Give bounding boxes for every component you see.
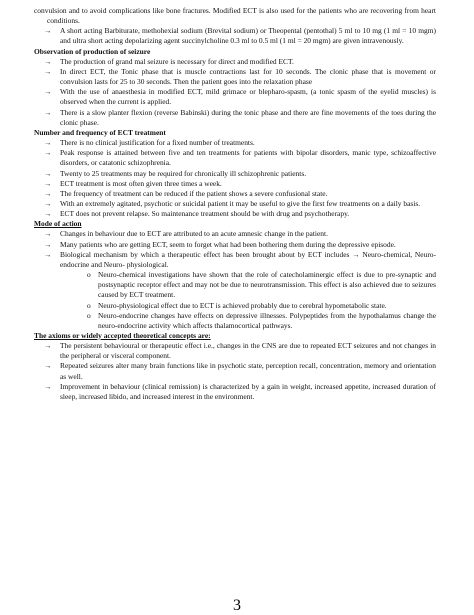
- list-item: [44, 341, 436, 361]
- bullet-list: [34, 341, 436, 402]
- list-item: [44, 239, 436, 250]
- list-item-text: There is a slow planter flexion (reverse Babinski) during the tonic phase and there are fine movements of the toes during the clonic phase.: [60, 107, 436, 127]
- arrow-bullet-icon: →: [44, 239, 52, 249]
- sub-list-item: [87, 310, 436, 331]
- list-item-text: Many patients who are getting ECT, seem to forget what had been bothering them during the depressive episode.: [60, 239, 396, 249]
- arrow-bullet-icon: →: [44, 209, 52, 219]
- list-item-text: With an extremely agitated, psychotic or suicidal patient it may be useful to give the first few treatments on a daily basis.: [60, 198, 421, 208]
- arrow-bullet-icon: →: [44, 188, 52, 198]
- list-item: [44, 138, 436, 148]
- arrow-bullet-icon: →: [44, 168, 52, 178]
- sub-list-item: [87, 300, 436, 311]
- list-item-text: A short acting Barbiturate, methohexial sodium (Brevital sodium) or Theopental (pentothal) 5 ml to 10 mg (1 ml = 10 mgm) and ultra short acting depolarizing agent succinylcholine 0.3 ml to 0.5 ml (1 ml = 20 mgm) are given intravenously.: [60, 26, 436, 46]
- list-item-text: Peak response is attained between five and ten treatments for patients with bipolar disorders, manic type, schizoaffective disorders, or catatonic schizophrenia.: [60, 148, 436, 168]
- list-item: [44, 178, 436, 189]
- list-item: [44, 361, 436, 381]
- section: [34, 331, 436, 402]
- list-item: [44, 209, 436, 219]
- section-heading: Number and frequency of ECT treatment: [34, 127, 166, 137]
- arrow-bullet-icon: →: [44, 87, 52, 97]
- list-item-text: The frequency of treatment can be reduced if the patient shows a severe confusional state.: [60, 188, 328, 198]
- list-item-text: Repeated seizures alter many brain functions like in psychotic state, perception recall, concentration, memory and orientation as well.: [60, 361, 436, 381]
- list-item-text: Changes in behaviour due to ECT are attributed to an acute amnesic change in the patient.: [60, 229, 328, 239]
- arrow-bullet-icon: →: [44, 138, 52, 148]
- arrow-bullet-icon: →: [44, 56, 52, 66]
- list-item: [44, 107, 436, 128]
- list-item: [44, 249, 436, 331]
- arrow-bullet-icon: →: [44, 381, 52, 391]
- section-heading: Observation of production of seizure: [34, 46, 151, 56]
- bullet-list: [34, 57, 436, 128]
- sub-bullet-list: [60, 270, 436, 331]
- list-item-text: There is no clinical justification for a fixed number of treatments.: [60, 138, 255, 148]
- arrow-bullet-icon: →: [44, 148, 52, 158]
- arrow-bullet-icon: →: [44, 249, 52, 259]
- arrow-bullet-icon: →: [44, 229, 52, 239]
- section: [34, 128, 436, 219]
- arrow-bullet-icon: →: [44, 66, 52, 76]
- sections-container: [34, 26, 436, 402]
- bullet-list: [34, 26, 436, 46]
- list-item: [44, 66, 436, 87]
- intro-paragraph: convulsion and to avoid complications like bone fractures. Modified ECT is also used for the patients who are recovering from heart conditions.: [34, 6, 436, 26]
- list-item: [44, 87, 436, 107]
- list-item: [44, 56, 436, 67]
- section-heading: Mode of action: [34, 219, 82, 229]
- section: [34, 47, 436, 128]
- arrow-bullet-icon: →: [44, 178, 52, 188]
- circle-bullet-icon: o: [87, 310, 91, 320]
- arrow-bullet-icon: →: [44, 361, 52, 371]
- list-item: [44, 148, 436, 168]
- list-item: [44, 188, 436, 199]
- list-item-text: ECT does not prevent relapse. So maintenance treatment should be with drug and psychotherapy.: [60, 209, 350, 219]
- list-item-text: The production of grand mal seizure is necessary for direct and modified ECT.: [60, 56, 294, 66]
- bullet-list: [34, 229, 436, 331]
- arrow-bullet-icon: →: [44, 26, 52, 36]
- list-item-text: With the use of anaesthesia in modified ECT, mild grimace or blepharo-spasm, (a tonic spasm of the eyelid muscles) is observed when the current is applied.: [60, 87, 436, 107]
- arrow-bullet-icon: →: [44, 198, 52, 208]
- arrow-bullet-icon: →: [44, 341, 52, 351]
- list-item-text: In direct ECT, the Tonic phase that is muscle contractions last for 10 seconds. The clonic phase that is movement or convulsion lasts for 25 to 30 seconds. Then the patient goes into the relaxation phase: [60, 66, 436, 87]
- bullet-list: [34, 138, 436, 219]
- sub-list-item: [87, 270, 436, 300]
- sub-list-item-text: Neuro-chemical investigations have shown that the role of catecholaminergic effect is due to pre-synaptic and postsynaptic receptor effect and may not be due to neurotransmission. This effect is also achieved due to seizures caused by ECT treatment.: [98, 270, 436, 300]
- page-number: 3: [233, 597, 241, 614]
- arrow-bullet-icon: →: [44, 107, 52, 117]
- list-item: [44, 26, 436, 46]
- circle-bullet-icon: o: [87, 270, 91, 280]
- list-item-text: Biological mechanism by which a therapeutic effect has been brought about by ECT includes → Neuro-chemical, Neuro-endocrine and Neuro- physiological.: [60, 249, 436, 269]
- section: [34, 26, 436, 46]
- list-item: [44, 168, 436, 179]
- list-item: [44, 198, 436, 209]
- list-item-text: Twenty to 25 treatments may be required for chronically ill schizophrenic patients.: [60, 168, 307, 178]
- list-item: [44, 381, 436, 402]
- section: [34, 219, 436, 331]
- sub-list-item-text: Neuro-endocrine changes have effects on depressive illnesses. Polypeptides from the hypothalamus change the neuro-endocrine activity which affects thalamocortical pathways.: [98, 310, 436, 330]
- sub-list-item-text: Neuro-physiological effect due to ECT is achieved probably due to cerebral hypometabolic state.: [98, 300, 387, 310]
- list-item: [44, 229, 436, 239]
- list-item-text: The persistent behavioural or therapeutic effect i.e., changes in the CNS are due to repeated ECT seizures and not changes in the peripheral or visceral component.: [60, 341, 436, 361]
- circle-bullet-icon: o: [87, 300, 91, 310]
- section-heading: The axioms or widely accepted theoretical concepts are:: [34, 331, 211, 340]
- list-item-text: ECT treatment is most often given three times a week.: [60, 178, 222, 188]
- list-item-text: Improvement in behaviour (clinical remission) is characterized by a gain in weight, increased appetite, increased duration of sleep, increased libido, and increased interest in the environment.: [60, 381, 436, 401]
